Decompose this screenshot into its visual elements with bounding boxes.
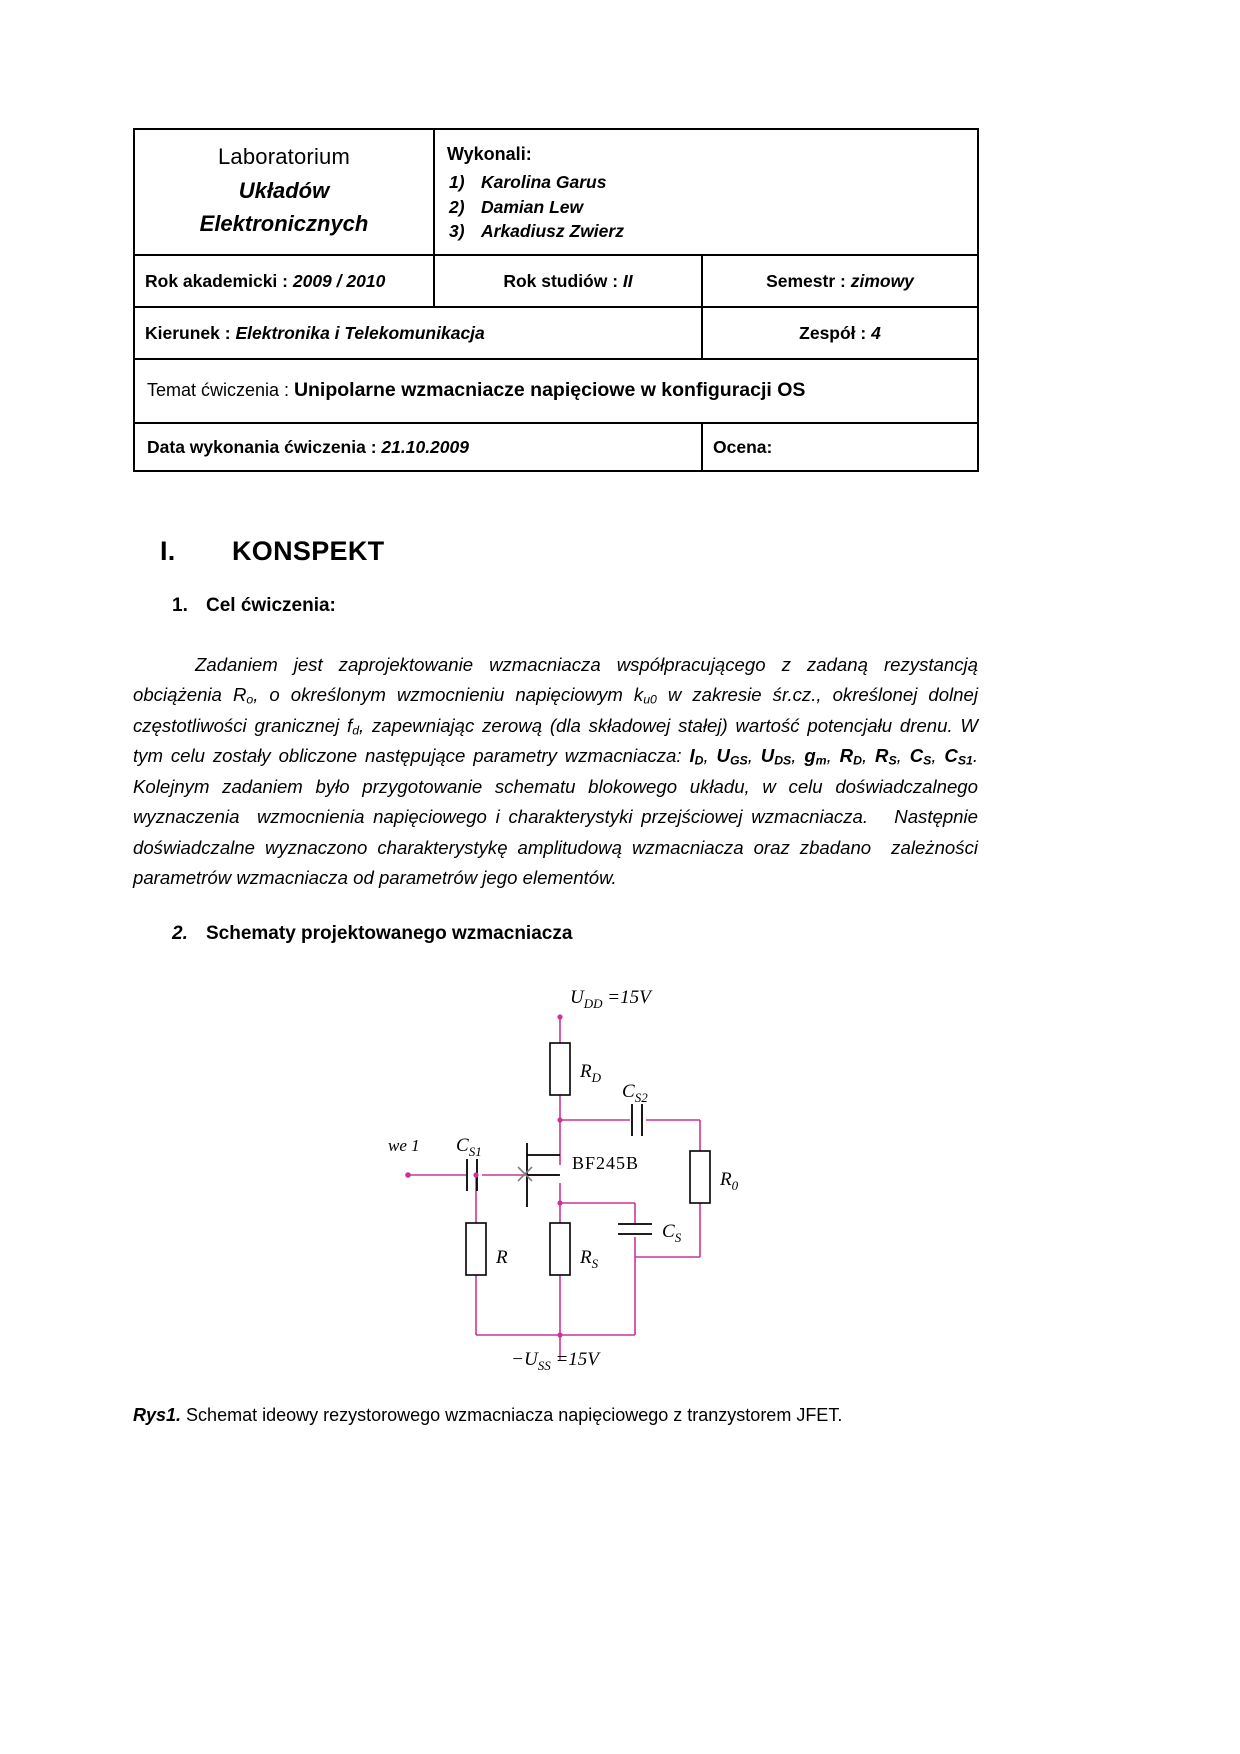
study-year-label: Rok studiów :	[503, 270, 619, 291]
param-rs: $R_S$	[875, 745, 897, 769]
label-cs2: $C_{S2}$	[622, 1081, 648, 1105]
paragraph-part-4: , zapewniając zerową (dla składowej stałej) wartość potencjału drenu. W tym celu zostały obliczone następujące parametry wzmacniacza:	[133, 714, 978, 767]
resistor-rd	[550, 1043, 570, 1095]
circuit-diagram	[360, 975, 840, 1385]
param-gm: $g_m$	[804, 745, 827, 769]
date-value: 21.10.2009	[381, 436, 469, 457]
paragraph-part-2: , o określonym wzmocnieniu napięciowym k	[253, 684, 644, 706]
author-number: 2)	[449, 196, 465, 217]
author-name: Karolina Garus	[481, 171, 607, 192]
date-label: Data wykonania ćwiczenia :	[147, 436, 377, 457]
label-vdd: $U_{DD} =15V$	[570, 987, 651, 1011]
label-vss: $-U_{SS} =15V$	[511, 1349, 599, 1373]
academic-year-cell	[134, 255, 434, 307]
body-paragraph: Zadaniem jest zaprojektowanie wzmacniacza współpracującego z zadaną rezystancją obciążenia $R_o$, o określonym wzmocnieniu napięciowym $k_{u0}$ w zakresie śr.cz., określonej dolnej częstotliwości granicznej $f_d$, zapewniając zerową (dla składowej stałej) wartość potencjału drenu. W tym celu zostały obliczone następujące parametry wzmacniacza: $I_D$, $U_{GS}$, $U_{DS}$, $g_m$, $R_D$, $R_S$, $C_S$, $C_{S1}$. Kolejnym zadaniem było przygotowanie schematu blokowego układu, w celu doświadczalnego wyznaczenia wzmocnienia napięciowego i charakterystyki przejściowej wzmacniacza. Następnie doświadczalne wyznaczono charakterystykę amplitudową wzmacniacza oraz zbadano zależności parametrów wzmacniacza od parametrów jego elementów.	[133, 654, 978, 889]
authors-title: Wykonali:	[447, 143, 532, 164]
schematy-title: Schematy projektowanego wzmacniacza	[206, 923, 573, 944]
param-rd: $R_D$	[839, 745, 862, 769]
grade-cell	[702, 423, 978, 471]
field-of-study-cell	[134, 307, 702, 359]
konspekt-number: I.	[160, 536, 176, 566]
grade-label: Ocena:	[713, 436, 773, 457]
author-name: Arkadiusz Zwierz	[481, 221, 624, 242]
author-number: 3)	[449, 221, 465, 242]
label-rs: $R_S$	[580, 1247, 599, 1271]
circuit-junction-dots	[405, 1014, 562, 1337]
label-rd: $R_D$	[580, 1061, 601, 1085]
semester-value: zimowy	[850, 270, 914, 291]
list-item	[449, 170, 967, 195]
list-item	[449, 219, 967, 244]
team-label: Zespół :	[799, 322, 867, 343]
topic-label: Temat ćwiczenia :	[147, 380, 290, 401]
capacitor-cs	[618, 1224, 652, 1234]
param-ugs: $U_{GS}$	[716, 745, 748, 769]
param-cs: $C_S$	[909, 745, 932, 769]
table-row-topic	[134, 359, 978, 423]
author-name: Damian Lew	[481, 196, 584, 217]
jfet-amplifier-schematic	[360, 975, 840, 1385]
date-cell	[134, 423, 702, 471]
sub-o: o	[246, 693, 254, 708]
label-r: R	[496, 1247, 508, 1268]
list-item	[449, 195, 967, 220]
authors-list	[447, 170, 967, 245]
label-cs: $C_S$	[662, 1221, 682, 1245]
authors-cell	[434, 129, 978, 255]
section-heading-schematy	[172, 923, 572, 945]
lab-line-1: Laboratorium	[217, 144, 351, 169]
schematy-number: 2.	[172, 923, 188, 944]
label-transistor: BF245B	[572, 1153, 640, 1173]
section-heading-cel	[172, 595, 336, 617]
figure-caption	[133, 1405, 842, 1426]
cel-title: Cel ćwiczenia:	[206, 595, 336, 616]
field-of-study-value: Elektronika i Telekomunikacja	[235, 322, 485, 343]
table-row-field	[134, 307, 978, 359]
team-cell	[702, 307, 978, 359]
label-r0: $R_0$	[720, 1169, 739, 1193]
paragraph-part-3: w zakresie śr.cz., określonej dolnej częstotliwości granicznej f	[133, 684, 978, 736]
param-id: $I_D$	[689, 745, 704, 769]
semester-label: Semestr :	[766, 270, 846, 291]
academic-year-value: 2009 / 2010	[292, 270, 386, 291]
author-number: 1)	[449, 171, 465, 192]
report-header-table	[133, 128, 979, 472]
paragraph-part-5: . Kolejnym zadaniem było przygotowanie schematu blokowego układu, w celu doświadczalnego wyznaczenia wzmocnienia napięciowego i charakterystyki przejściowej wzmacniacza. Następnie doświadczalne wyznaczono charakterystykę amplitudową wzmacniacza oraz zbadano zależności parametrów wzmacniacza od parametrów jego elementów.	[133, 745, 978, 889]
paragraph-part-1: Zadaniem jest zaprojektowanie wzmacniacza współpracującego z zadaną rezystancją obciążenia R	[133, 654, 978, 706]
resistor-r0	[690, 1151, 710, 1203]
page-title	[160, 536, 384, 567]
label-cs1: $C_{S1}$	[456, 1135, 482, 1159]
jfet-gate-arrow	[518, 1167, 532, 1181]
lab-line-3: Elektronicznych	[199, 211, 369, 237]
table-row-academic-year	[134, 255, 978, 307]
team-value: 4	[871, 322, 881, 343]
table-row-date	[134, 423, 978, 471]
figure-caption-text: Schemat ideowy rezystorowego wzmacniacza napięciowego z tranzystorem JFET.	[181, 1405, 843, 1425]
laboratory-title-cell	[134, 129, 434, 255]
figure-number: Rys1.	[133, 1405, 182, 1425]
param-cs1: $C_{S1}$	[944, 745, 973, 769]
label-input: we 1	[388, 1136, 420, 1155]
topic-cell	[134, 359, 978, 423]
resistor-rs	[550, 1223, 570, 1275]
sub-d: d	[352, 723, 360, 738]
academic-year-label: Rok akademicki :	[145, 270, 288, 291]
table-row-title	[134, 129, 978, 255]
study-year-cell	[434, 255, 702, 307]
cel-number: 1.	[172, 595, 188, 616]
resistor-r	[466, 1223, 486, 1275]
jfet-transistor-symbol	[527, 1143, 560, 1207]
sub-uo: u0	[643, 693, 657, 708]
param-uds: $U_{DS}$	[760, 745, 792, 769]
topic-value: Unipolarne wzmacniacze napięciowe w konfiguracji OS	[293, 379, 806, 402]
lab-line-2: Układów	[238, 178, 330, 204]
field-of-study-label: Kierunek :	[145, 322, 231, 343]
capacitor-cs2	[632, 1104, 642, 1136]
study-year-value: II	[622, 270, 633, 291]
semester-cell	[702, 255, 978, 307]
konspekt-title: KONSPEKT	[232, 536, 385, 566]
